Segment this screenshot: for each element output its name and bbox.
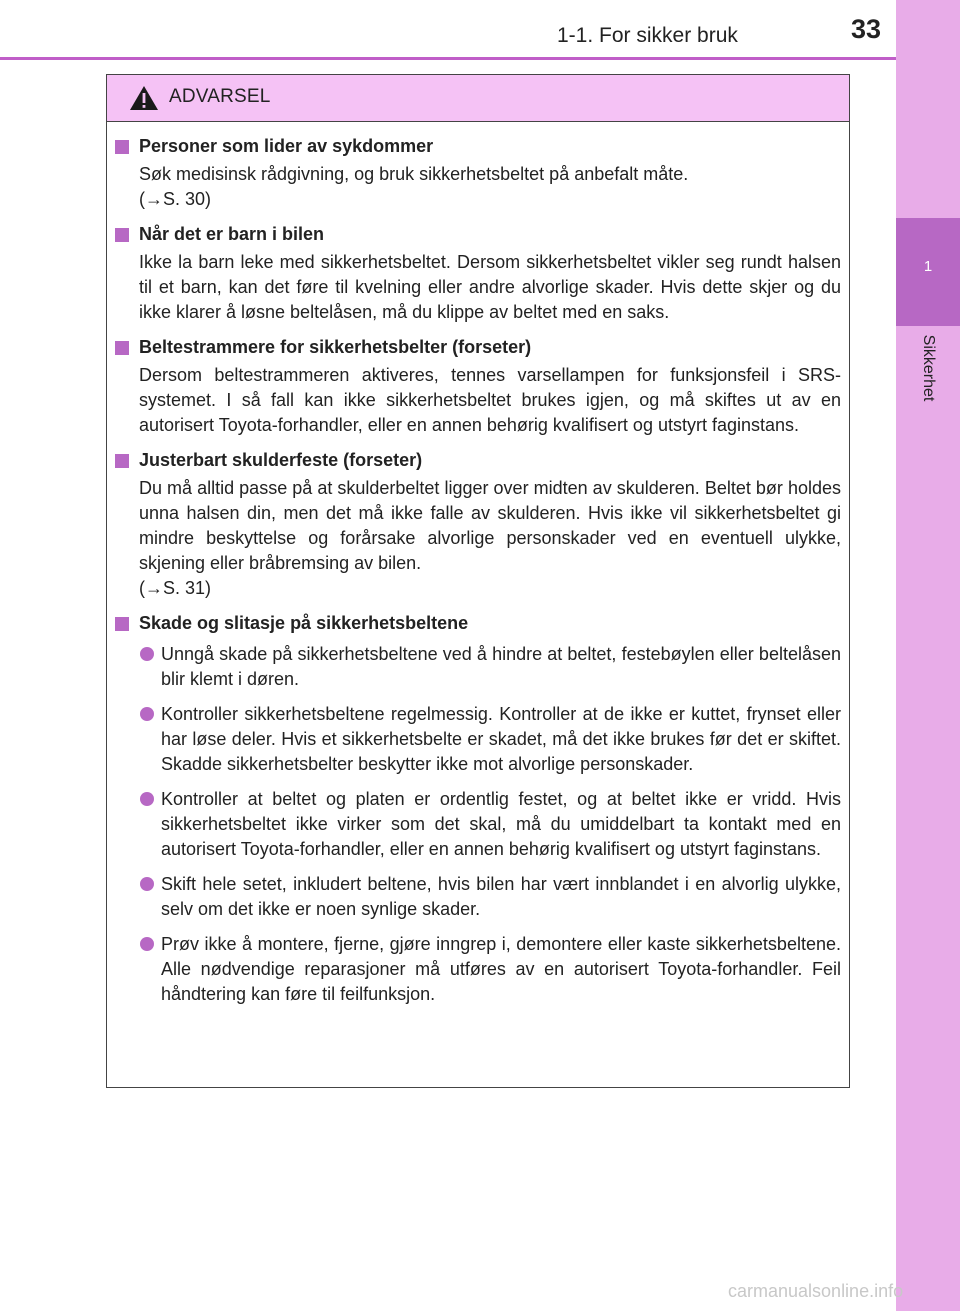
chapter-name: Sikkerhet [920, 334, 937, 402]
square-bullet-icon [115, 454, 129, 468]
page-reference-label: S. 31 [163, 578, 206, 598]
bullet-text: Skift hele setet, inkludert beltene, hvis bilen har vært innblandet i en alvorlig ulykke, selv om det ikke er noen synlige skader. [161, 874, 841, 919]
square-bullet-icon [115, 617, 129, 631]
circle-bullet-icon [140, 792, 154, 806]
item-heading-text: Beltestrammere for sikkerhetsbelter (forseter) [139, 337, 532, 357]
warning-item [115, 335, 841, 438]
item-text: Ikke la barn leke med sikkerhetsbeltet. Dersom sikkerhetsbeltet vikler seg rundt halsen til et barn, kan det føre til kvelning eller andre alvorlige skader. Hvis dette skjer og du ikke klarer å løsne beltelåsen, må du klippe av beltet med en saks. [139, 252, 841, 322]
circle-bullet-icon [140, 937, 154, 951]
item-heading [115, 448, 841, 473]
page-reference[interactable]: (→S. 30) [139, 189, 212, 209]
chapter-number: 1 [923, 258, 933, 275]
item-text-body: Søk medisinsk rådgivning, og bruk sikkerhetsbeltet på anbefalt måte. [139, 164, 689, 184]
bullet-item [115, 787, 841, 862]
square-bullet-icon [115, 341, 129, 355]
warning-title: ADVARSEL [169, 86, 271, 107]
side-strip [896, 0, 960, 1311]
bullet-item [115, 642, 841, 692]
item-heading-text: Skade og slitasje på sikkerhetsbeltene [139, 613, 469, 633]
circle-bullet-icon [140, 707, 154, 721]
bullet-item [115, 872, 841, 922]
item-heading [115, 335, 841, 360]
warning-item [115, 222, 841, 325]
watermark: carmanualsonline.info [728, 1281, 904, 1301]
warning-item [115, 611, 841, 1007]
circle-bullet-icon [140, 647, 154, 661]
item-text [115, 162, 841, 212]
item-text [115, 476, 841, 601]
warning-triangle-icon [129, 85, 159, 111]
item-heading-text: Personer som lider av sykdommer [139, 136, 434, 156]
item-heading [115, 611, 841, 636]
page-number: 33 [851, 14, 882, 44]
item-text: Dersom beltestrammeren aktiveres, tennes varsellampen for funksjonsfeil i SRS-systemet. I så fall kan ikke sikkerhetsbeltet brukes igjen, og må skiftes ut av en autorisert Toyota-forhandler, eller en annen behørig kvalifisert og utstyrt faginstans. [139, 365, 841, 435]
bullet-item [115, 702, 841, 777]
bullet-item [115, 932, 841, 1007]
arrow-right-icon: → [145, 578, 163, 598]
bullet-text: Unngå skade på sikkerhetsbeltene ved å hindre at beltet, festebøylen eller beltelåsen blir klemt i døren. [161, 644, 841, 689]
item-heading [115, 222, 841, 247]
bullet-text: Kontroller at beltet og platen er ordentlig festet, og at beltet ikke er vridd. Hvis sikkerhetsbeltet ikke virker som det skal, må du umiddelbart ta kontakt med en autorisert Toyota-forhandler, eller en annen behørig kvalifisert og utstyrt faginstans. [161, 789, 841, 859]
warning-box [106, 74, 850, 1088]
section-title: 1-1. For sikker bruk [557, 24, 738, 47]
page-reference-label: S. 30 [163, 189, 206, 209]
warning-item [115, 448, 841, 601]
square-bullet-icon [115, 140, 129, 154]
warning-body [107, 122, 849, 1007]
page-reference[interactable]: (→S. 31) [139, 578, 212, 598]
square-bullet-icon [115, 228, 129, 242]
circle-bullet-icon [140, 877, 154, 891]
warning-item [115, 134, 841, 212]
item-heading-text: Når det er barn i bilen [139, 224, 325, 244]
header-rule [0, 57, 896, 60]
item-heading-text: Justerbart skulderfeste (forseter) [139, 450, 423, 470]
item-text-body: Du må alltid passe på at skulderbeltet ligger over midten av skulderen. Beltet bør holdes unna halsen din, men det må ikke falle av skulderen. Hvis ikke vil sikkerhetsbeltet gi mindre beskyttelse og forårsake alvorlige personskader ved en eventuell ulykke, skjening eller bråbremsing av bilen. [139, 478, 841, 573]
bullet-text: Prøv ikke å montere, fjerne, gjøre inngrep i, demontere eller kaste sikkerhetsbeltene. Alle nødvendige reparasjoner må utføres av en autorisert Toyota-forhandler. Feil håndtering kan føre til feilfunksjon. [161, 934, 841, 1004]
warning-header [107, 75, 849, 122]
item-heading [115, 134, 841, 159]
arrow-right-icon: → [145, 189, 163, 209]
bullet-text: Kontroller sikkerhetsbeltene regelmessig. Kontroller at de ikke er kuttet, frynset eller har løse deler. Hvis et sikkerhetsbelte er skadet, må det ikke brukes før det er skiftet. Skadde sikkerhetsbelter beskytter ikke mot alvorlige personskader. [161, 704, 841, 774]
